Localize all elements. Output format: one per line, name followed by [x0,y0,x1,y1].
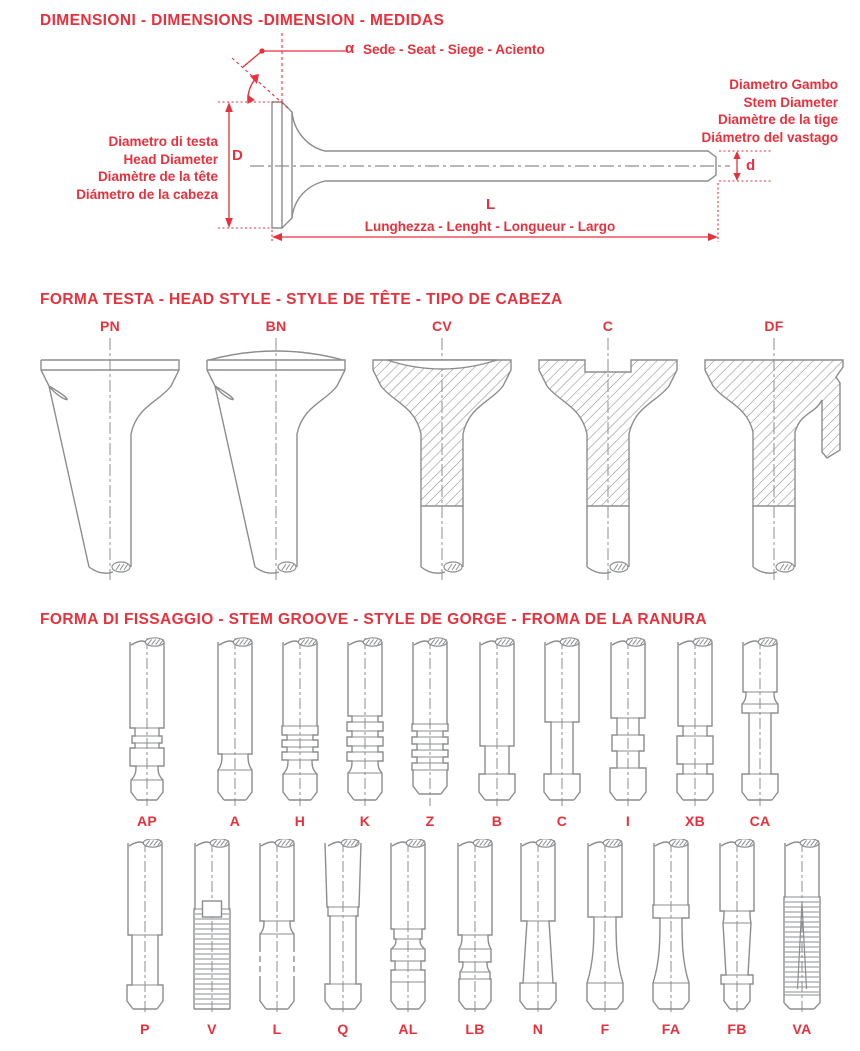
stem-groove-drawing-AP [119,636,175,808]
stem-groove-drawing-V [184,839,240,1015]
stem-groove-label-FB: FB [727,1021,747,1037]
head-style-label-CV: CV [431,318,453,334]
head-style-drawing-C [523,336,693,586]
stem-groove-label-Q: Q [337,1021,349,1037]
head-styles-section-title: FORMA TESTA - HEAD STYLE - STYLE DE TÊTE - TIPO DE CABEZA [40,291,563,308]
head-style-label-DF: DF [764,318,784,334]
stem-groove-label-XB: XB [684,813,706,829]
seat-angle-symbol: α [345,40,355,57]
stem-groove-label-Z: Z [425,813,435,829]
stem-groove-label-LB: LB [465,1021,485,1037]
stem-groove-drawing-Z [402,636,458,808]
stem-groove-label-L: L [272,1021,282,1037]
stem-groove-label-A: A [229,813,241,829]
head-diameter-symbol: D [232,147,243,164]
stem-groove-label-N: N [532,1021,544,1037]
length-symbol: L [486,196,496,213]
stem-diameter-label: Diametro Gambo Stem Diameter Diamètre de la tige Diámetro del vastago [701,77,838,145]
head-style-label-C: C [602,318,614,334]
stem-groove-drawing-VA [774,839,830,1015]
stem-groove-drawing-H [272,636,328,808]
stem-groove-drawing-Q [315,839,371,1015]
stem-groove-label-C: C [556,813,568,829]
head-style-drawing-BN [191,336,361,586]
stem-groove-drawing-B [469,636,525,808]
stem-groove-label-P: P [140,1021,150,1037]
stem-groove-drawing-A [207,636,263,808]
stem-groove-drawing-K [337,636,393,808]
stem-groove-label-CA: CA [749,813,771,829]
stem-groove-drawing-XB [667,636,723,808]
stem-groove-label-I: I [625,813,631,829]
stem-groove-label-AL: AL [398,1021,418,1037]
stem-groove-drawing-LB [447,839,503,1015]
length-label: Lunghezza - Lenght - Longueur - Largo [364,219,616,234]
head-style-drawing-DF [689,336,859,586]
stem-groove-drawing-C [534,636,590,808]
stem-groove-drawing-N [510,839,566,1015]
stem-groove-label-VA: VA [792,1021,812,1037]
stem-groove-drawing-AL [380,839,436,1015]
stem-grooves-section-title: FORMA DI FISSAGGIO - STEM GROOVE - STYLE DE GORGE - FROMA DE LA RANURA [40,611,707,628]
seat-angle-label: Sede - Seat - Siege - Acìento [363,42,545,57]
stem-groove-label-B: B [491,813,503,829]
stem-groove-label-AP: AP [136,813,158,829]
stem-groove-drawing-I [600,636,656,808]
stem-groove-drawing-CA [732,636,788,808]
dimensions-section-title: DIMENSIONI - DIMENSIONS -DIMENSION - MEDIDAS [40,12,445,29]
stem-groove-label-F: F [600,1021,610,1037]
stem-groove-drawing-F [577,839,633,1015]
stem-groove-drawing-FA [643,839,699,1015]
stem-groove-drawing-L [249,839,305,1015]
stem-diameter-symbol: d [746,157,756,174]
head-diameter-label: Diametro di testa Head Diameter Diamètre de la tête Diámetro de la cabeza [76,134,218,202]
stem-groove-label-V: V [207,1021,217,1037]
head-style-drawing-CV [357,336,527,586]
stem-groove-drawing-P [117,839,173,1015]
stem-groove-label-FA: FA [661,1021,681,1037]
stem-groove-drawing-FB [709,839,765,1015]
head-style-drawing-PN [25,336,195,586]
stem-groove-label-H: H [294,813,306,829]
stem-groove-label-K: K [359,813,371,829]
head-style-label-BN: BN [265,318,287,334]
head-style-label-PN: PN [99,318,121,334]
